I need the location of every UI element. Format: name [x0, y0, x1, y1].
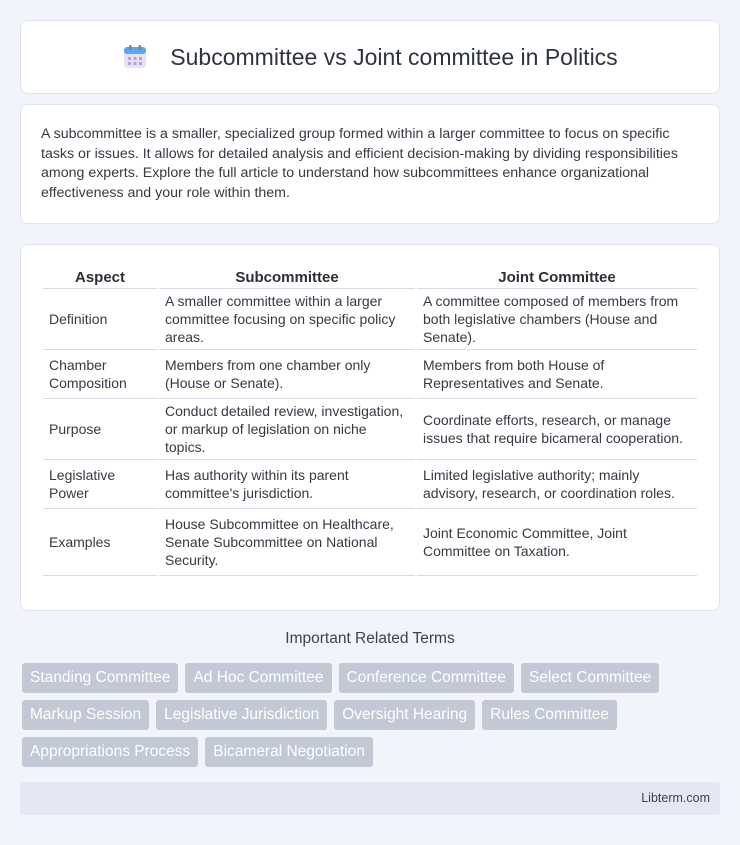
table-row	[43, 509, 697, 576]
aspect-cell: Purpose	[43, 399, 157, 460]
header-joint-committee: Joint Committee	[417, 265, 697, 289]
table-row	[43, 399, 697, 460]
tag-oversight-hearing[interactable]: Oversight Hearing	[334, 700, 475, 730]
subcommittee-cell: Has authority within its parent committee's jurisdiction.	[159, 460, 415, 509]
subcommittee-cell: A smaller committee within a larger committee focusing on specific policy areas.	[159, 289, 415, 350]
tag-rules-committee[interactable]: Rules Committee	[482, 700, 617, 730]
comparison-table	[41, 265, 699, 576]
intro-text: A subcommittee is a smaller, specialized group formed within a larger committee to focus on specific tasks or issues. It allows for detailed analysis and efficient decision-making by dividing responsibilities among experts. Explore the full article to understand how subcommittees enhance organizational effectiveness and your role within them.	[41, 126, 678, 201]
aspect-cell: Examples	[43, 509, 157, 576]
tag-legislative-jurisdiction[interactable]: Legislative Jurisdiction	[156, 700, 327, 730]
subcommittee-cell: Conduct detailed review, investigation, or markup of legislation on niche topics.	[159, 399, 415, 460]
header-subcommittee: Subcommittee	[159, 265, 415, 289]
footer-brand-link[interactable]: Libterm.com	[641, 791, 710, 805]
calendar-icon	[122, 44, 148, 70]
tag-standing-committee[interactable]: Standing Committee	[22, 663, 178, 693]
table-row	[43, 460, 697, 509]
subcommittee-cell: Members from one chamber only (House or Senate).	[159, 350, 415, 399]
joint-committee-cell: Limited legislative authority; mainly advisory, research, or coordination roles.	[417, 460, 697, 509]
joint-committee-cell: A committee composed of members from both legislative chambers (House and Senate).	[417, 289, 697, 350]
tag-row	[22, 700, 722, 730]
tag-conference-committee[interactable]: Conference Committee	[339, 663, 514, 693]
aspect-cell: Chamber Composition	[43, 350, 157, 399]
joint-committee-cell: Coordinate efforts, research, or manage issues that require bicameral cooperation.	[417, 399, 697, 460]
tag-markup-session[interactable]: Markup Session	[22, 700, 149, 730]
joint-committee-cell: Joint Economic Committee, Joint Committee on Taxation.	[417, 509, 697, 576]
comparison-card	[20, 244, 720, 611]
tag-bicameral-negotiation[interactable]: Bicameral Negotiation	[205, 737, 373, 767]
aspect-cell: Definition	[43, 289, 157, 350]
footer	[20, 782, 720, 815]
title-card	[20, 20, 720, 94]
tag-row	[22, 663, 722, 693]
header-aspect: Aspect	[43, 265, 157, 289]
related-terms-tags	[22, 663, 722, 774]
tag-appropriations-process[interactable]: Appropriations Process	[22, 737, 198, 767]
tag-ad-hoc-committee[interactable]: Ad Hoc Committee	[185, 663, 331, 693]
related-terms-heading: Important Related Terms	[285, 630, 455, 647]
intro-card	[20, 104, 720, 224]
joint-committee-cell: Members from both House of Representatives and Senate.	[417, 350, 697, 399]
table-row	[43, 289, 697, 350]
tag-select-committee[interactable]: Select Committee	[521, 663, 659, 693]
table-row	[43, 350, 697, 399]
tag-row	[22, 737, 722, 767]
subcommittee-cell: House Subcommittee on Healthcare, Senate Subcommittee on National Security.	[159, 509, 415, 576]
page-title: Subcommittee vs Joint committee in Politics	[170, 43, 618, 70]
aspect-cell: Legislative Power	[43, 460, 157, 509]
